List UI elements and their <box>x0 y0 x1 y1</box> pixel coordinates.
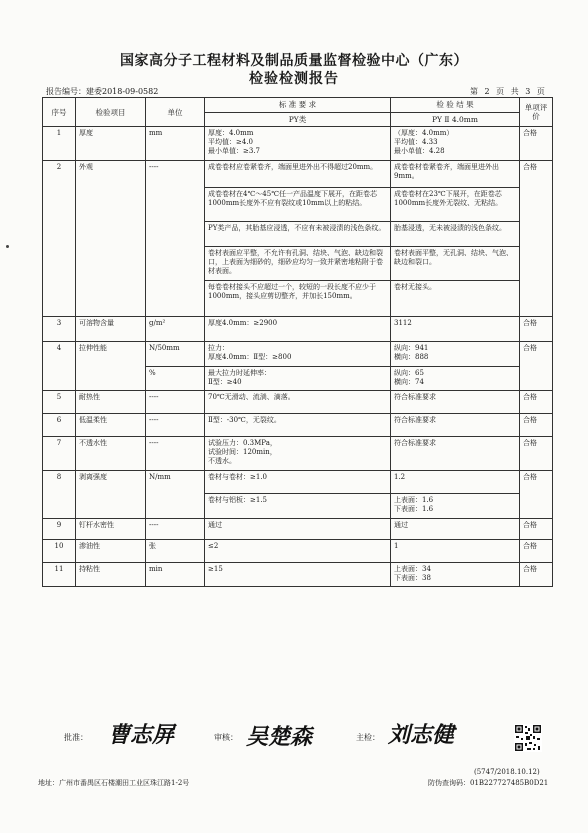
review-label: 审核： <box>214 733 238 742</box>
table-row: 每卷卷材接头不应超过一个，较短的一段长度不应少于1000mm，接头应剪切整齐，并加长150mm。 卷材无接头。 <box>43 281 553 316</box>
review-signature: 吴楚森 <box>246 724 313 750</box>
main-inspector-label: 主检： <box>356 733 380 742</box>
header-unit: 单位 <box>146 98 205 127</box>
table-row: 6 低温柔性 ---- Ⅱ型：-30℃，无裂纹。 符合标准要求 合格 <box>43 413 553 436</box>
report-number: 报告编号：建委2018-09-0582 <box>46 87 159 96</box>
header-item: 检验项目 <box>76 98 146 127</box>
report-title-line1: 国家高分子工程材料及制品质量监督检验中心（广东） <box>120 53 468 69</box>
table-row: 7 不透水性 ---- 试验压力：0.3MPa， 试验时间：120min， 不透水。 符合标准要求 合格 <box>43 436 553 470</box>
table-row: 9 钉杆水密性 ---- 通过 通过 合格 <box>43 519 553 540</box>
main-inspector-signature: 刘志健 <box>388 722 455 748</box>
table-row: 11 持粘性 min ≥15 上表面：34 下表面：38 合格 <box>43 562 553 586</box>
table-row: 1 厚度 mm 厚度：4.0mm 平均值：≥4.0 最小单值：≥3.7 （厚度：4.0mm） 平均值：4.33 最小单值：4.28 合格 <box>43 127 553 160</box>
table-row: PY类产品，其胎基应浸透，不应有未被浸渍的浅色条纹。 胎基浸透，无未被浸渍的浅色条纹。 <box>43 222 553 247</box>
qr-code-icon <box>514 724 542 752</box>
table-row: 3 可溶物含量 g/m² 厚度4.0mm：≥2900 3112 合格 <box>43 316 553 341</box>
table-row: 10 渗油性 张 ≤2 1 合格 <box>43 539 553 562</box>
table-row: 4 拉伸性能 N/50mm 拉力： 厚度4.0mm：Ⅱ型：≥800 纵向：941 横向：888 合格 <box>43 341 553 366</box>
results-table <box>42 97 553 587</box>
page-info: 第 2 页 共 3 页 <box>470 87 545 96</box>
binding-dot <box>6 245 9 248</box>
header-res-sub: PY Ⅱ 4.0mm <box>391 112 520 127</box>
approve-label: 批准： <box>64 733 88 742</box>
table-row: % 最大拉力时延伸率： Ⅱ型：≥40 纵向：65 横向：74 <box>43 366 553 390</box>
table-row: 卷材与铝板：≥1.5 上表面：1.6 下表面：1.6 <box>43 494 553 519</box>
header-seq: 序号 <box>43 98 76 127</box>
address: 地址：广州市番禺区石楼潮田工业区珠江路1-2号 <box>38 779 190 787</box>
header-result: 检 验 结 果 <box>391 98 520 113</box>
table-row: 2 外观 ---- 成卷卷材应卷紧卷齐，端面里进外出不得超过20mm。 成卷卷材卷紧卷齐，端面里进外出9mm。 合格 <box>43 160 553 187</box>
anti-fake-code: 防伪查询码：01B227727485B0D21 <box>428 779 549 787</box>
header-requirement: 标 准 要 求 <box>205 98 391 113</box>
table-row: 5 耐热性 ---- 70℃无滑动、流淌、滴落。 符合标准要求 合格 <box>43 390 553 413</box>
table-row: 卷材表面应平整，不允许有孔洞、结块、气泡、缺边和裂口，上表面为细砂的，细砂应均匀一致并紧密地粘附于卷材表面。 卷材表面平整，无孔洞、结块、气泡、缺边和裂口。 <box>43 247 553 281</box>
table-row: 8 剥离强度 N/mm 卷材与卷材：≥1.0 1.2 合格 <box>43 471 553 494</box>
header-req-sub: PY类 <box>205 112 391 127</box>
approve-signature: 曹志屏 <box>108 722 175 748</box>
document-code: (5747/2018.10.12) <box>474 768 540 776</box>
table-row: 成卷卷材在4℃～45℃任一产品温度下展开，在距卷芯1000mm长度外不应有裂纹或10mm以上的粘结。 成卷卷材在23℃下展开，在距卷芯1000mm长度外无裂纹、无粘结。 <box>43 187 553 221</box>
header-evaluation: 单项评价 <box>520 98 553 127</box>
report-title-line2: 检验检测报告 <box>249 71 339 87</box>
